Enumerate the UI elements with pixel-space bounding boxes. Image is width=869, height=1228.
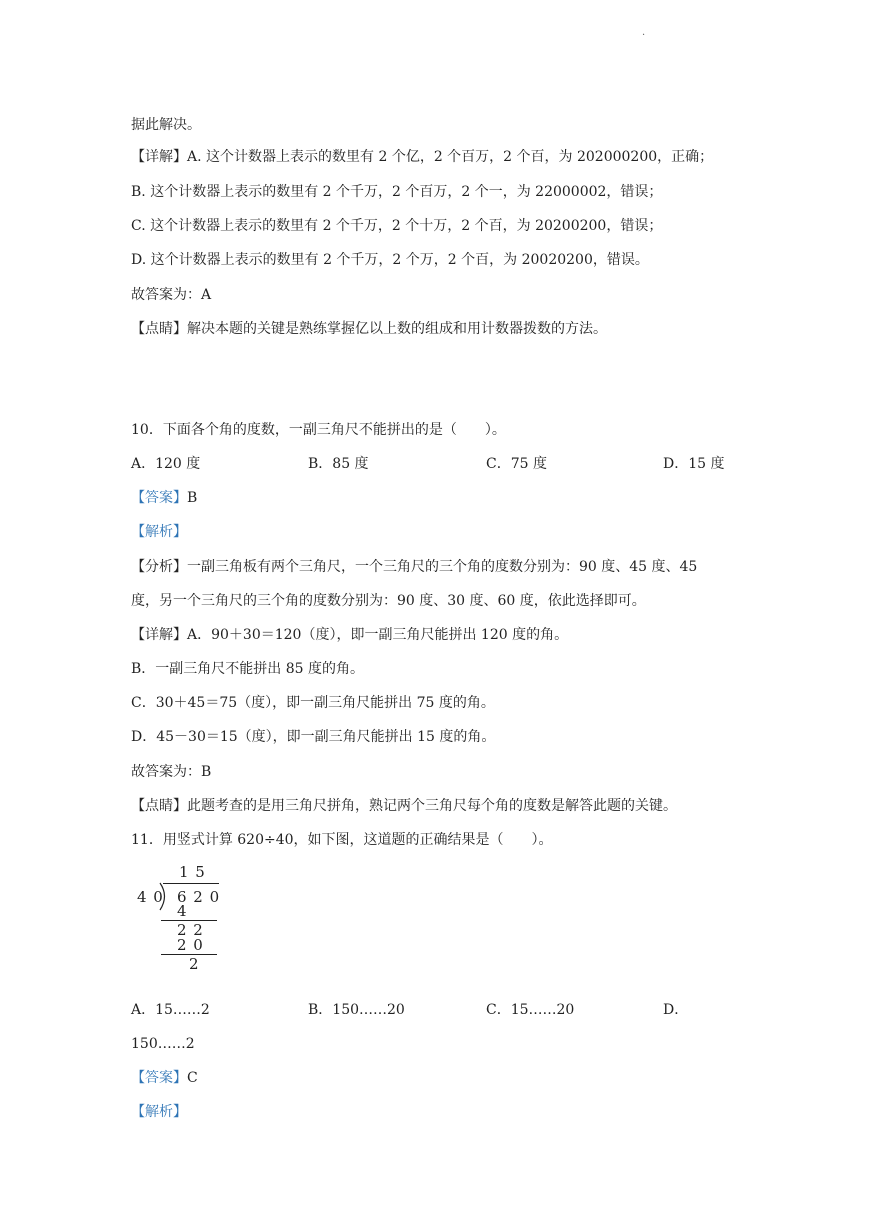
step-remainder-1: 2 2 (177, 921, 204, 939)
q10-analysis-tag: 【解析】 (131, 524, 187, 540)
text-line: B. 这个计数器上表示的数里有 2 个千万，2 个百万，2 个一，为 22000002，错误； (131, 184, 663, 200)
detail-tag: 【详解】 (131, 149, 187, 165)
final-remainder: 2 (189, 955, 200, 973)
long-division-figure (135, 862, 225, 972)
text-line: C. 这个计数器上表示的数里有 2 个千万，2 个十万，2 个百，为 20200200，错误； (131, 218, 663, 234)
division-bracket (158, 882, 170, 912)
q10-detail-line (131, 626, 568, 644)
analysis-text: 一副三角板有两个三角尺，一个三角尺的三个角的度数分别为：90 度、45 度、45 (187, 559, 698, 575)
q10-analysis-line (131, 558, 697, 576)
q11-analysis-tag: 【解析】 (131, 1104, 187, 1120)
detail-text: A．90＋30＝120（度），即一副三角尺能拼出 120 度的角。 (187, 627, 569, 643)
q10-answer (131, 489, 197, 507)
q11-option-d: D． (663, 1002, 689, 1018)
answer-value: C (187, 1070, 198, 1086)
step-product-1: 4 (177, 902, 188, 920)
detail-tag: 【详解】 (131, 627, 187, 643)
q10-option-d: D．15 度 (663, 456, 725, 472)
q10-option-a: A．120 度 (131, 456, 201, 472)
divisor: 4 0 (137, 888, 164, 906)
comment-line (131, 320, 607, 338)
analysis-sub-tag: 【分析】 (131, 559, 187, 575)
q10-detail-line-c: C．30＋45＝75（度），即一副三角尺能拼出 75 度的角。 (131, 695, 495, 711)
page-mark: · (642, 30, 646, 41)
q11-stem: 11．用竖式计算 620÷40，如下图，这道题的正确结果是（ ）。 (131, 832, 553, 848)
q10-detail-line-d: D．45－30＝15（度），即一副三角尺能拼出 15 度的角。 (131, 729, 496, 745)
detail-line (131, 148, 713, 166)
comment-tag: 【点睛】 (131, 321, 187, 337)
comment-tag: 【点睛】 (131, 798, 187, 814)
q11-option-a: A．15……2 (131, 1002, 210, 1018)
answer-line: 故答案为：A (131, 287, 212, 303)
step-product-2: 2 0 (177, 936, 204, 954)
division-bar (163, 883, 219, 884)
detail-text: A. 这个计数器上表示的数里有 2 个亿，2 个百万，2 个百，为 202000200，正确； (187, 149, 714, 165)
q10-analysis-line-2: 度，另一个三角尺的三个角的度数分别为：90 度、30 度、60 度，依此选择即可。 (131, 593, 646, 609)
comment-text: 解决本题的关键是熟练掌握亿以上数的组成和用计数器拨数的方法。 (187, 321, 607, 337)
q10-detail-line-b: B．一副三角尺不能拼出 85 度的角。 (131, 661, 365, 677)
dividend: 6 2 0 (177, 888, 221, 906)
answer-value: B (187, 490, 198, 506)
quotient: 1 5 (179, 863, 206, 881)
q10-option-b: B．85 度 (308, 456, 369, 472)
answer-tag: 【答案】 (131, 490, 187, 506)
text-line: D. 这个计数器上表示的数里有 2 个千万，2 个万，2 个百，为 20020200，错误。 (131, 252, 649, 268)
q10-comment (131, 797, 677, 815)
answer-tag: 【答案】 (131, 1070, 187, 1086)
q10-stem: 10．下面各个角的度数，一副三角尺不能拼出的是（ ）。 (131, 422, 506, 438)
q10-option-c: C．75 度 (486, 456, 547, 472)
text-line: 据此解决。 (131, 117, 201, 133)
q11-option-d-continued: 150……2 (131, 1036, 195, 1052)
q10-final-answer: 故答案为：B (131, 764, 212, 780)
q11-option-c: C．15……20 (486, 1002, 575, 1018)
q11-option-b: B．150……20 (308, 1002, 405, 1018)
q11-answer (131, 1069, 198, 1087)
comment-text: 此题考查的是用三角尺拼角，熟记两个三角尺每个角的度数是解答此题的关键。 (187, 798, 677, 814)
